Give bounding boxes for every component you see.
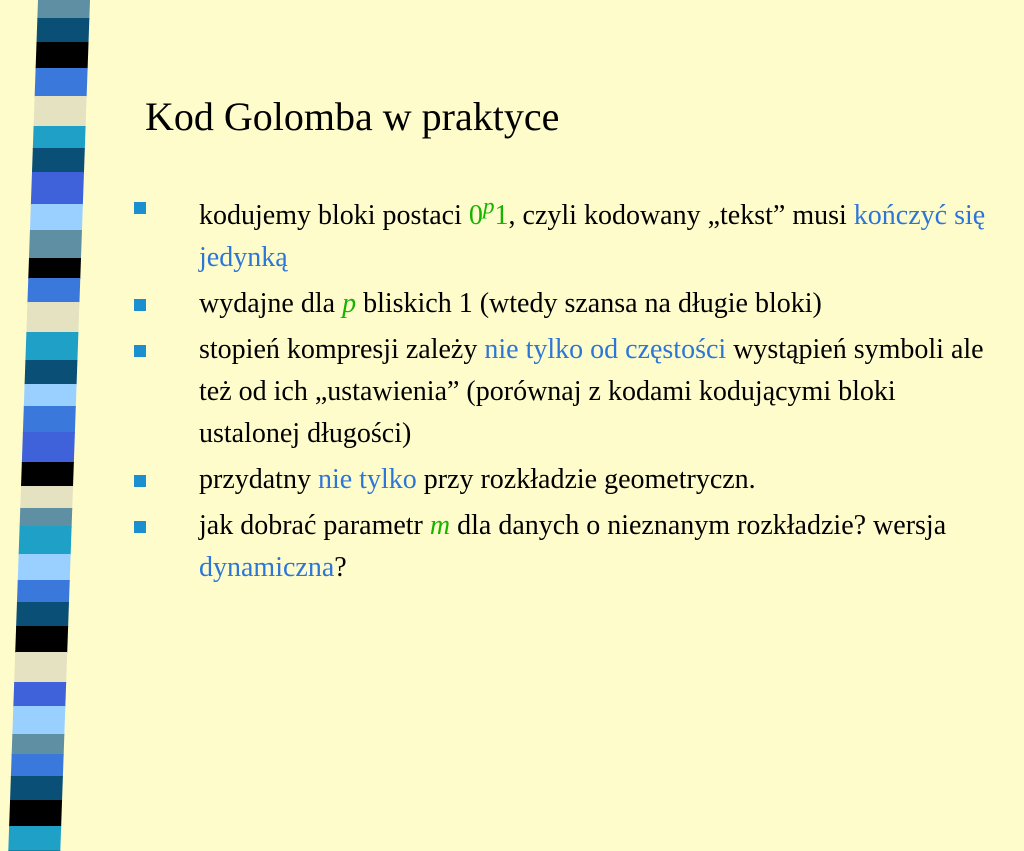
decorative-stripe [33, 126, 86, 149]
decorative-stripe [29, 230, 82, 259]
bullet-text [199, 288, 822, 319]
text-segment: jak dobrać parametr [199, 510, 430, 542]
bullet-item [130, 459, 990, 501]
text-segment: przy rozkładzie geometryczn. [416, 464, 756, 496]
square-bullet-icon [134, 521, 146, 533]
decorative-stripe [24, 384, 77, 407]
decorative-stripe [30, 204, 83, 231]
left-decorative-strip [0, 0, 110, 768]
text-segment: wystąpień symboli ale też od ich „ustawienia” (porównaj z kodami kodującymi bloki ustalonej długości) [199, 334, 991, 450]
slide-title: Kod Golomba w praktyce [145, 94, 560, 139]
square-bullet-icon [134, 202, 146, 214]
bullet-item [130, 505, 990, 589]
decorative-stripe [28, 258, 81, 279]
decorative-stripe [14, 652, 67, 683]
decorative-stripe [23, 406, 76, 433]
decorative-stripe [21, 462, 74, 487]
decorative-stripe [26, 302, 79, 333]
text-segment: 0 [468, 200, 483, 232]
decorative-stripe [34, 96, 87, 127]
decorative-stripe-column [11, 0, 90, 768]
square-bullet-icon [134, 475, 146, 487]
decorative-stripe [20, 508, 73, 527]
text-segment: wydajne dla [199, 288, 343, 320]
decorative-stripe [16, 602, 69, 627]
text-segment: m [429, 510, 451, 542]
bullet-item [130, 186, 993, 279]
text-segment: stopień kompresji zależy [199, 334, 485, 366]
decorative-stripe [12, 706, 65, 735]
decorative-stripe [12, 734, 65, 755]
text-segment: p [482, 194, 495, 220]
text-segment: 1 [494, 200, 509, 232]
bullet-text [199, 194, 993, 274]
text-segment: bliskich 1 (wtedy szansa na długie bloki) [356, 288, 822, 320]
bullet-text [199, 334, 991, 449]
text-segment: kodujemy bloki postaci [199, 200, 469, 232]
bullet-list [130, 186, 993, 593]
square-bullet-icon [134, 345, 146, 357]
bullet-text [199, 510, 953, 583]
text-segment: przydatny [199, 464, 318, 496]
decorative-stripe [27, 278, 80, 303]
text-segment: nie tylko od częstości [484, 334, 727, 366]
decorative-stripe [11, 754, 64, 777]
decorative-stripe [20, 486, 73, 509]
decorative-stripe [36, 18, 89, 43]
decorative-stripe [17, 580, 70, 603]
decorative-stripe [13, 682, 66, 707]
decorative-stripe [35, 68, 88, 97]
decorative-stripe [32, 148, 85, 173]
decorative-stripe [18, 554, 71, 581]
decorative-stripe [9, 800, 62, 827]
bullet-item [130, 283, 990, 325]
square-bullet-icon [134, 299, 146, 311]
bullet-item [130, 329, 990, 455]
decorative-stripe [25, 332, 78, 361]
decorative-stripe [8, 826, 61, 851]
bullet-text [199, 464, 756, 495]
text-segment: dynamiczna [199, 552, 335, 584]
decorative-stripe [36, 42, 89, 69]
text-segment: kończyć się jedynką [199, 200, 993, 274]
decorative-stripe [10, 776, 63, 801]
text-segment: dla danych o nieznanym rozkładzie? wersja [450, 510, 954, 542]
text-segment: nie tylko [317, 464, 417, 496]
text-segment: p [342, 288, 357, 320]
decorative-stripe [25, 360, 78, 385]
text-segment: , czyli kodowany „tekst” musi [508, 200, 854, 232]
decorative-stripe [31, 172, 84, 205]
decorative-stripe [37, 0, 90, 19]
text-segment: ? [334, 552, 347, 584]
decorative-stripe [22, 432, 75, 463]
decorative-stripe [15, 626, 68, 653]
decorative-stripe [19, 526, 72, 555]
